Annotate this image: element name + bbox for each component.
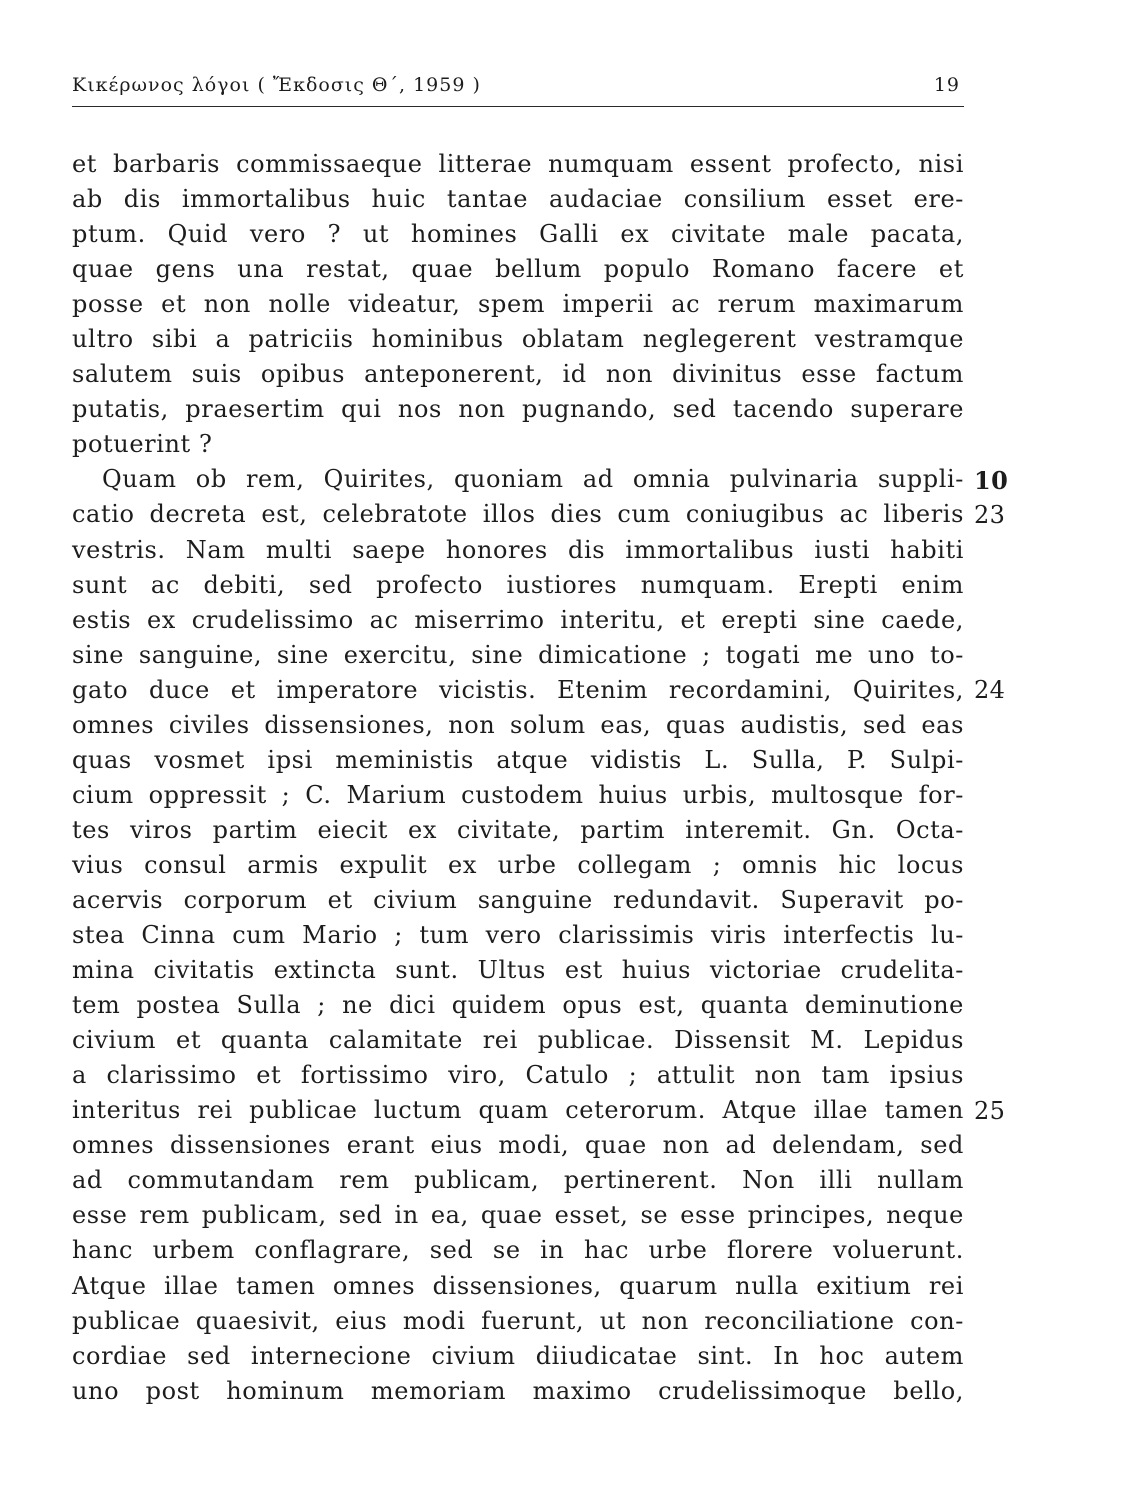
text-line: posse et non nolle videatur, spem imperii ac rerum maximarum xyxy=(72,290,964,319)
text-line: ab dis immortalibus huic tantae audaciae consilium esset ere- xyxy=(72,185,964,214)
text-line: a clarissimo et fortissimo viro, Catulo ; attulit non tam ipsius xyxy=(72,1061,964,1090)
text-line: quae gens una restat, quae bellum populo Romano facere et xyxy=(72,255,964,284)
text-line: ad commutandam rem publicam, pertinerent. Non illi nullam xyxy=(72,1166,964,1195)
text-line: acervis corporum et civium sanguine redundavit. Superavit po- xyxy=(72,885,964,914)
margin-chapter-number: 10 xyxy=(974,466,1009,495)
text-line: civium et quanta calamitate rei publicae. Dissensit M. Lepidus xyxy=(72,1026,964,1055)
text-line: omnes civiles dissensiones, non solum eas, quas audistis, sed eas xyxy=(72,710,964,739)
text-line: tem postea Sulla ; ne dici quidem opus est, quanta deminutione xyxy=(72,991,964,1020)
margin-section-number: 23 xyxy=(974,501,1006,529)
text-line: cium oppressit ; C. Marium custodem huius urbis, multosque for- xyxy=(72,780,964,809)
text-line: omnes dissensiones erant eius modi, quae non ad delendam, sed xyxy=(72,1131,964,1160)
margin-section-number: 24 xyxy=(974,676,1006,704)
text-line: gato duce et imperatore vicistis. Etenim recordamini, Quirites, xyxy=(72,675,964,704)
text-line: quas vosmet ipsi meministis atque vidistis L. Sulla, P. Sulpi- xyxy=(72,745,964,774)
text-line: sunt ac debiti, sed profecto iustiores numquam. Erepti enim xyxy=(72,570,964,599)
page-number: 19 xyxy=(933,74,960,96)
running-header xyxy=(72,72,964,107)
text-line: stea Cinna cum Mario ; tum vero clarissimis viris interfectis lu- xyxy=(72,921,964,950)
text-line: hanc urbem conflagrare, sed se in hac urbe florere voluerunt. xyxy=(72,1236,964,1265)
text-line: estis ex crudelissimo ac miserrimo interitu, et erepti sine caede, xyxy=(72,605,964,634)
text-line: Quam ob rem, Quirites, quoniam ad omnia pulvinaria suppli- xyxy=(102,465,964,494)
text-line: salutem suis opibus anteponerent, id non divinitus esse factum xyxy=(72,360,964,389)
text-line: putatis, praesertim qui nos non pugnando, sed tacendo superare xyxy=(72,395,964,424)
text-line: publicae quaesivit, eius modi fuerunt, ut non reconciliatione con- xyxy=(72,1306,964,1335)
text-line: tes viros partim eiecit ex civitate, partim interemit. Gn. Octa- xyxy=(72,815,964,844)
body-text xyxy=(72,147,964,1409)
text-line: esse rem publicam, sed in ea, quae esset, se esse principes, neque xyxy=(72,1201,964,1230)
text-line: vius consul armis expulit ex urbe collegam ; omnis hic locus xyxy=(72,850,964,879)
text-line: ptum. Quid vero ? ut homines Galli ex civitate male pacata, xyxy=(72,220,964,249)
text-line: sine sanguine, sine exercitu, sine dimicatione ; togati me uno to- xyxy=(72,640,964,669)
text-line: interitus rei publicae luctum quam ceterorum. Atque illae tamen xyxy=(72,1096,964,1125)
text-line: Atque illae tamen omnes dissensiones, quarum nulla exitium rei xyxy=(72,1271,964,1300)
text-line: uno post hominum memoriam maximo crudelissimoque bello, xyxy=(72,1376,964,1405)
text-line: et barbaris commissaeque litterae numquam essent profecto, nisi xyxy=(72,150,964,178)
text-line: ultro sibi a patriciis hominibus oblatam neglegerent vestramque xyxy=(72,325,964,354)
margin-section-number: 25 xyxy=(974,1097,1006,1125)
text-line: mina civitatis extincta sunt. Ultus est huius victoriae crudelita- xyxy=(72,956,964,985)
text-line: cordiae sed internecione civium diiudicatae sint. In hoc autem xyxy=(72,1341,964,1370)
text-line: vestris. Nam multi saepe honores dis immortalibus iusti habiti xyxy=(72,535,964,564)
text-line: potuerint ? xyxy=(72,430,213,459)
text-line: catio decreta est, celebratote illos dies cum coniugibus ac liberis xyxy=(72,500,964,529)
header-title: Κικέρωνος λόγοι ( Ἔκδοσις Θ΄, 1959 ) xyxy=(72,74,481,96)
